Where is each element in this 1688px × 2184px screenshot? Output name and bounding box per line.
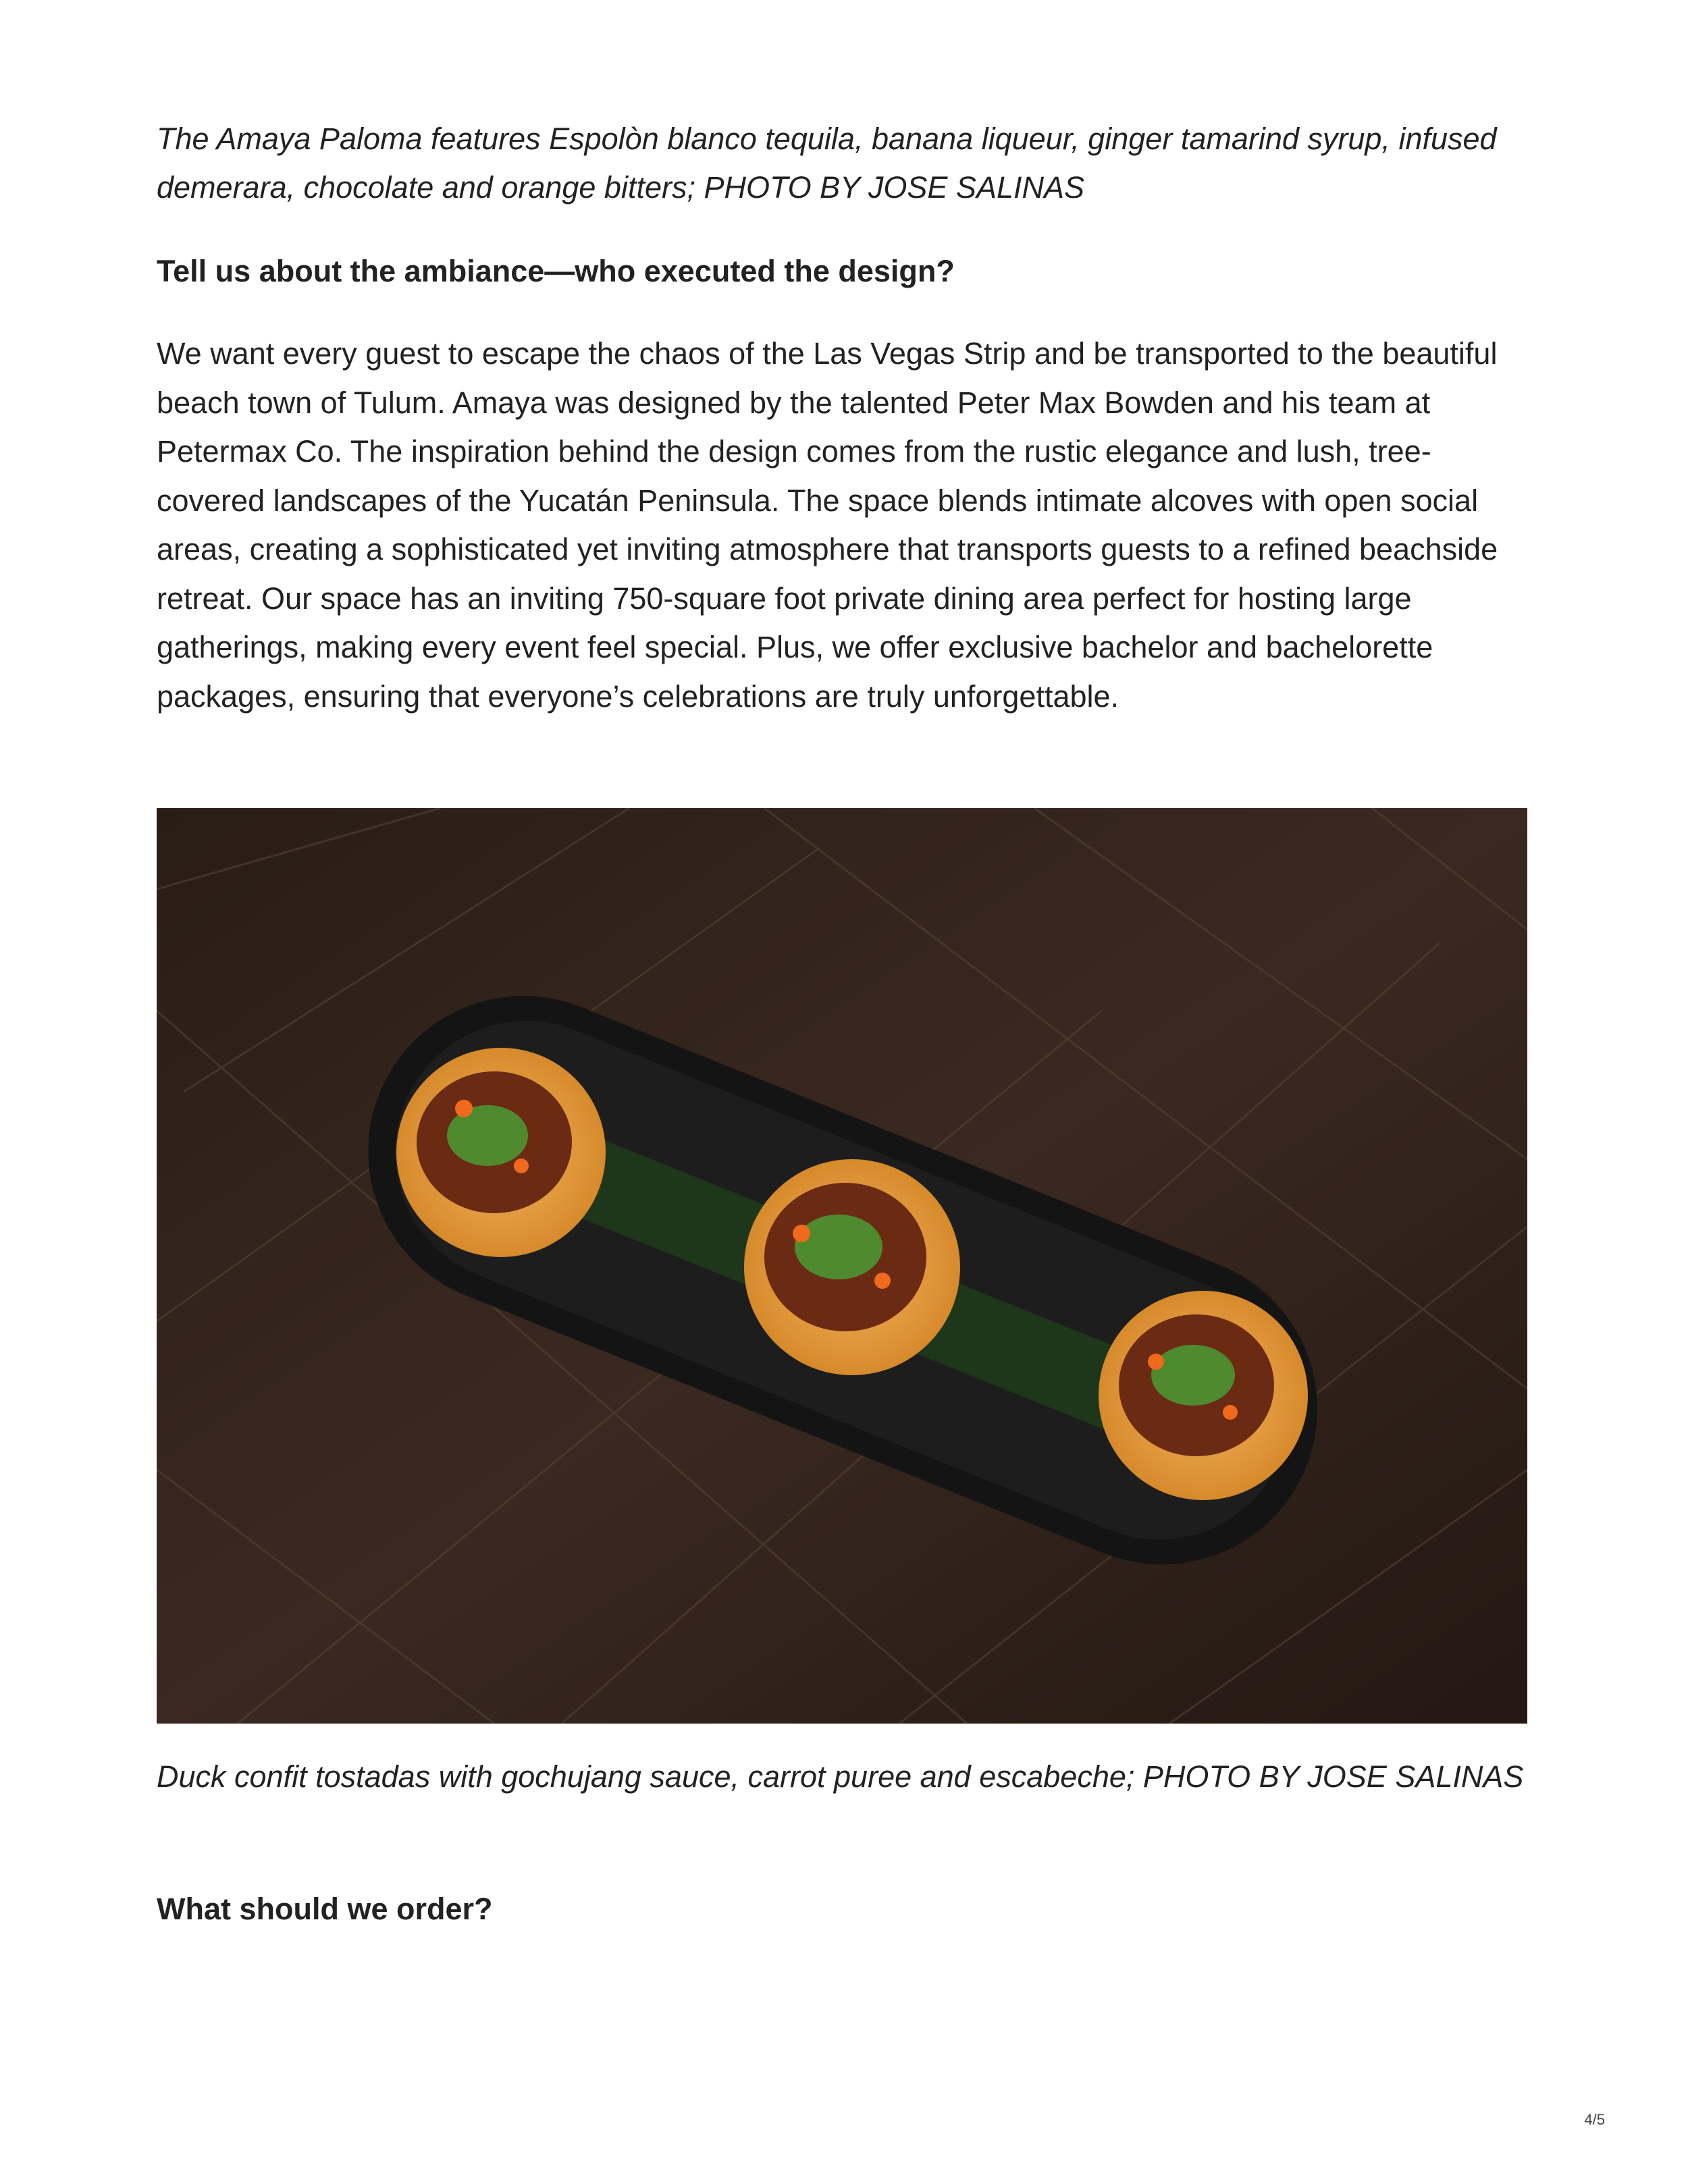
tostada-1 (396, 1048, 606, 1257)
food-photo-duck-tostadas (157, 808, 1527, 1724)
tostadas-illustration (157, 808, 1527, 1724)
tostada-3 (1099, 1291, 1308, 1500)
photo-caption-tostadas: Duck confit tostadas with gochujang sauce, carrot puree and escabeche; PHOTO BY JOSE SALINAS (157, 1759, 1524, 1794)
photo-caption-cocktail: The Amaya Paloma features Espolòn blanco tequila, banana liqueur, ginger tamarind syrup, infused demerara, chocolate and orange bitters; PHOTO BY JOSE SALINAS (157, 122, 1497, 205)
section-heading-ambiance: Tell us about the ambiance—who executed the design? (157, 254, 955, 288)
page-number: 4/5 (1584, 2111, 1605, 2128)
section-heading-order: What should we order? (157, 1892, 493, 1926)
tostada-2 (744, 1159, 960, 1375)
paragraph-ambiance: We want every guest to escape the chaos of the Las Vegas Strip and be transported to the beautiful beach town of Tulum. Amaya was designed by the talented Peter Max Bowden and his team at Petermax Co. The inspiration behind the design comes from the rustic elegance and lush, tree-covered landscapes of the Yucatán Peninsula. The space blends intimate alcoves with open social areas, creating a sophisticated yet inviting atmosphere that transports guests to a refined beachside retreat. Our space has an inviting 750-square foot private dining area perfect for hosting large gatherings, making every event feel special. Plus, we offer exclusive bachelor and bachelorette packages, ensuring that everyone’s celebrations are truly unforgettable. (157, 336, 1498, 714)
